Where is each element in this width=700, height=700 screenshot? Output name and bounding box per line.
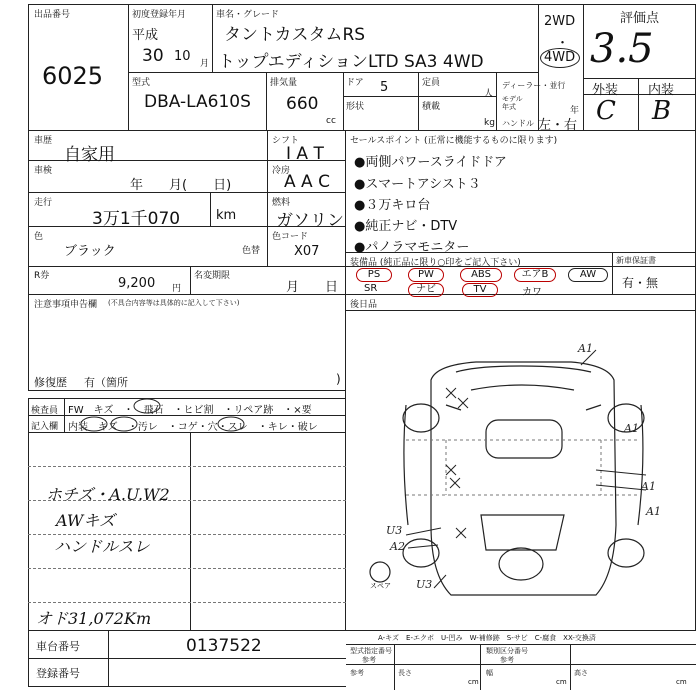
equip-tv: TV (462, 283, 498, 297)
line (28, 130, 696, 131)
sales-title: セールスポイント (正常に機能するものに限ります) (350, 136, 558, 146)
line (108, 630, 109, 686)
doors-label: ドア (346, 78, 364, 88)
inspection-label: 車検 (34, 166, 53, 176)
repair-paren: ) (336, 372, 341, 386)
color-value: ブラック (64, 244, 116, 259)
inspection-value: 年 月( 日) (130, 178, 232, 193)
car-name: タントカスタムRS (224, 25, 366, 45)
line (28, 630, 696, 631)
shift-label: シフト (272, 136, 300, 146)
diagram-legend: A-キズ E-エクボ U-凹み W-補修跡 S-サビ C-腐食 XX-交換済 (378, 634, 596, 642)
line (28, 466, 346, 467)
line (346, 644, 696, 645)
drive-2wd: 2WD (544, 14, 576, 29)
note-line: AWキズ (56, 511, 116, 530)
fuel-value: ガソリン (276, 211, 344, 231)
ac-value: A A C (284, 172, 330, 192)
line (212, 4, 213, 72)
line (28, 686, 346, 687)
sales-item: ●純正ナビ・DTV (354, 219, 458, 234)
cm-unit: cm (556, 678, 567, 686)
repaint-label: 色替 (242, 246, 261, 256)
line (570, 644, 571, 690)
reg-month: 10 (174, 49, 191, 64)
registration-label: 登録番号 (36, 667, 80, 680)
line (496, 72, 497, 130)
lot-label: 出品番号 (34, 10, 71, 20)
line (612, 252, 613, 294)
color-label: 色 (34, 232, 44, 242)
history-value: 自家用 (64, 145, 115, 165)
line (480, 644, 481, 690)
model-year-label: モデル年式 (502, 95, 523, 111)
line (210, 192, 211, 226)
mileage-value: 3万1千070 (92, 209, 181, 229)
sales-item: ●スマートアシスト３ (354, 177, 481, 192)
cm-unit: cm (676, 678, 687, 686)
line (190, 432, 191, 630)
era: 平成 (132, 28, 159, 43)
equip-airbag: エアB (514, 268, 556, 282)
equip-ps: PS (356, 268, 392, 282)
drive-dot: ・ (556, 36, 570, 51)
colorcode-value: X07 (294, 244, 320, 259)
line (28, 630, 29, 686)
line (28, 602, 346, 603)
line (28, 390, 346, 391)
line (28, 568, 346, 569)
lot-number: 6025 (42, 62, 104, 90)
sales-item: ●３万キロ台 (354, 198, 431, 213)
reg-year-label: 初度登録年月 (132, 10, 187, 20)
check-circles (28, 398, 346, 432)
line (345, 130, 346, 295)
warranty-label: 新車保証書 (616, 256, 656, 265)
displacement-unit: cc (326, 116, 336, 126)
displacement-value: 660 (286, 94, 319, 114)
handle-value: 左・右 (538, 118, 578, 133)
line (538, 4, 539, 130)
caution-note: (不具合内容等は具体的に記入して下さい) (108, 299, 240, 307)
caution-label: 注意事項申告欄 (34, 300, 98, 310)
line (267, 130, 268, 266)
line (28, 294, 696, 295)
model-label: 車名・グレード (216, 10, 280, 20)
equip-pw: PW (408, 268, 444, 282)
type-label: 型式 (132, 78, 151, 88)
month-unit: 月 (200, 59, 210, 69)
type-cert-label: 型式指定番号 (350, 647, 392, 655)
year-unit: 年 (570, 106, 580, 116)
damage-mark: U3 (386, 524, 403, 537)
chassis-value: 0137522 (186, 636, 262, 656)
line (28, 398, 29, 630)
displacement-label: 排気量 (270, 78, 298, 88)
grade-value: 3.5 (590, 26, 654, 72)
load-label: 積載 (422, 102, 441, 112)
length-label: 長さ (398, 669, 412, 677)
colorcode-label: 色コード (272, 232, 309, 242)
equip-leather: カワ (522, 287, 542, 298)
line (343, 72, 344, 130)
recycle-value: 9,200 (118, 276, 156, 291)
damage-mark: A1 (646, 505, 661, 518)
equip-aw: AW (568, 268, 608, 282)
reg-year: 30 (142, 46, 164, 66)
ac-label: 冷房 (272, 166, 291, 176)
line (638, 78, 639, 130)
doors-value: 5 (380, 80, 389, 95)
line (583, 4, 584, 130)
width-label: 幅 (486, 669, 493, 677)
repair-label: 修復歴 (34, 376, 67, 389)
spare-label: スペア (370, 582, 391, 590)
type-value: DBA-LA610S (144, 92, 251, 112)
sales-item: ●パノラマモニター (354, 240, 470, 255)
cm-unit: cm (468, 678, 479, 686)
sales-item: ●両側パワースライドドア (354, 155, 507, 170)
deadline-value: 月 日 (286, 280, 339, 295)
check-row2-content: 内装 キズ ・汚レ ・コゲ・穴・スレ ・キレ・破レ (68, 422, 318, 433)
equipment-label: 装備品 (純正品に限り○印をご記入下さい) (350, 258, 521, 268)
capacity-unit: 人 (484, 89, 494, 99)
category-label: 類別区分番号 (486, 647, 528, 655)
damage-mark: A2 (390, 540, 405, 553)
mileage-unit: km (216, 208, 237, 223)
line (266, 72, 267, 130)
interior-label: 内装 (648, 83, 675, 98)
line (418, 72, 419, 130)
line (128, 4, 129, 130)
shift-value: I A T (286, 144, 324, 164)
frame-left (28, 4, 29, 390)
equip-abs: ABS (460, 268, 502, 282)
line (343, 96, 496, 97)
note-line: ハンドルスレ (54, 537, 150, 556)
fuel-label: 燃料 (272, 198, 291, 208)
damage-mark: A1 (624, 422, 639, 435)
car-damage-diagram (346, 310, 696, 630)
drive-4wd: 4WD (544, 50, 576, 65)
note-line: オド31,072Km (36, 609, 152, 628)
mileage-label: 走行 (34, 198, 53, 208)
ref-label: 参考 (362, 656, 376, 664)
car-grade: トップエディションLTD SA3 4WD (218, 52, 484, 72)
load-unit: kg (484, 118, 495, 128)
shape-label: 形状 (346, 102, 365, 112)
damage-mark: A1 (641, 480, 656, 493)
equip-navi: ナビ (408, 283, 444, 297)
interior-value: B (652, 96, 672, 126)
recycle-label: R券 (34, 271, 50, 281)
handle-label: ハンドル (502, 119, 534, 128)
damage-mark: U3 (416, 578, 433, 591)
deadline-label: 名変期限 (194, 271, 231, 281)
check-row2-label: 記入欄 (31, 422, 59, 432)
check-row1-content: FW キズ ・ 飛石 ・ヒビ割 ・リペア跡 ・×要 (68, 405, 312, 416)
damage-mark: A1 (578, 342, 593, 355)
warranty-value: 有・無 (622, 276, 659, 290)
capacity-label: 定員 (422, 78, 441, 88)
equip-sr: SR (364, 283, 378, 294)
exterior-value: C (596, 96, 616, 126)
repair-value: 有（箇所 (84, 376, 128, 389)
line (190, 266, 191, 294)
height-label: 高さ (574, 669, 588, 677)
ref-label: 参考 (350, 669, 364, 677)
line (128, 72, 538, 73)
check-row1-label: 検査員 (31, 406, 59, 416)
note-line: ホチズ・A.U.W2 (46, 485, 170, 504)
recycle-unit: 円 (172, 284, 182, 294)
line (346, 664, 696, 665)
line (394, 644, 395, 690)
dealer-label: ディーラー・並行 (502, 81, 566, 90)
rear-seat-label: 後日品 (350, 300, 378, 310)
ref-label: 参考 (500, 656, 514, 664)
history-label: 車歴 (34, 136, 53, 146)
chassis-label: 車台番号 (36, 640, 80, 653)
line (28, 658, 346, 659)
grade-label: 評価点 (620, 11, 660, 26)
exterior-label: 外装 (592, 83, 619, 98)
